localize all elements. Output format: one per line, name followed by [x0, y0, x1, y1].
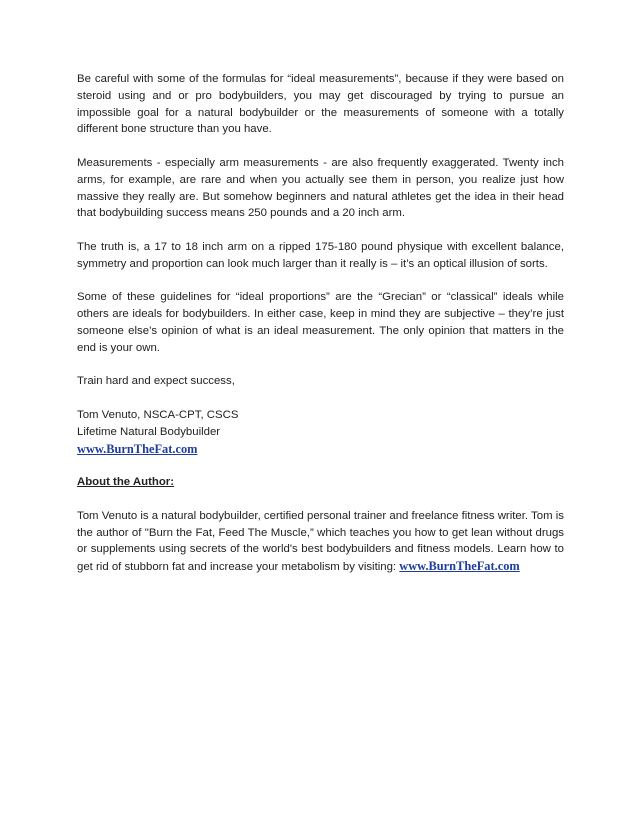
signature-website-link[interactable]: www.BurnTheFat.com	[77, 441, 198, 456]
author-name: Tom Venuto, NSCA-CPT, CSCS	[77, 408, 239, 421]
paragraph-guidelines: Some of these guidelines for “ideal proportions” are the “Grecian” or “classical” ideals while others are ideals for bodybuilders. In either case, keep in mind they are subjective – they’re just someone else’s opinion of what is an ideal measurement. The only opinion that matters in the end is your own.	[77, 291, 564, 354]
paragraph-arm-measurements: Measurements - especially arm measurements - are also frequently exaggerated. Twenty inch arms, for example, are rare and when you actually see them in person, you realize just how massive they really are. But somehow beginners and natural athletes get the idea in their head that bodybuilding success means 250 pounds and a 20 inch arm.	[77, 156, 564, 220]
about-author-text: Tom Venuto is a natural bodybuilder, certified personal trainer and freelance fitness writer. Tom is the author of "Burn the Fat, Feed The Muscle,” which teaches you how to get lean without drugs or supplements using secrets of the world's best bodybuilders and fitness models. Learn how to get rid of stubborn fat and increase your metabolism by visiting:	[77, 509, 564, 574]
about-author-heading: About the Author:	[77, 476, 175, 489]
about-author-paragraph	[77, 508, 564, 576]
paragraph-closing: Train hard and expect success,	[77, 375, 235, 388]
paragraph-truth: The truth is, a 17 to 18 inch arm on a ripped 175-180 pound physique with excellent balance, symmetry and proportion can look much larger than it really is – it’s an optical illusion of sorts.	[77, 240, 564, 270]
signature-block	[77, 407, 564, 457]
about-website-link[interactable]: www.BurnTheFat.com	[399, 559, 520, 574]
document-page	[77, 71, 564, 593]
paragraph-ideal-measurements: Be careful with some of the formulas for “ideal measurements”, because if they were based on steroid using and or pro bodybuilders, you may get discouraged by trying to pursue an impossible goal for a natural bodybuilder or the measurements of someone with a totally different bone structure than you have.	[77, 73, 564, 136]
author-title: Lifetime Natural Bodybuilder	[77, 425, 221, 438]
